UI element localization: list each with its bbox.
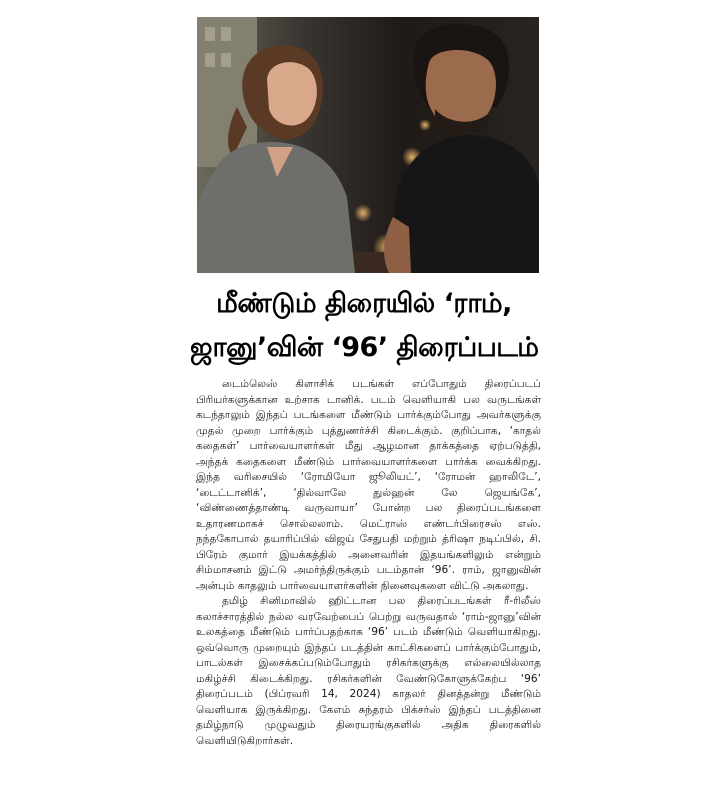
article-paragraph-1: டைம்லெஸ் கிளாசிக் படங்கள் எப்போதும் திரைப்படப் பிரியர்களுக்கான உற்சாக டானிக். படம் வெளியாகி பல வருடங்கள் கடந்தாலும் இந்தப் படங்களை மீண்டும் பார்க்கும்போது அவர்களுக்கு முதல் முறை பார்க்கும் புத்துணர்ச்சி கிடைக்கும். குறிப்பாக, ‘காதல் கதைகள்’ பார்வையாளர்கள் மீது ஆழமான தாக்கத்தை ஏற்படுத்தி, அந்தக் கதைகளை மீண்டும் பார்வையாளர்களை பார்க்க வைக்கிறது. இந்த வரிசையில் ‘ரோமியோ ஜூலியட்’, ‘ரோமன் ஹாலிடே’, ‘டைட்டானிக்’, ‘தில்வாலே துல்ஹன் லே ஜெயங்கே’, ‘விண்ணைத்தாண்டி வருவாயா’ போன்ற பல திரைப்படங்களை உதாரணமாகச் சொல்லலாம். மெட்ராஸ் எண்டர்பிரைசஸ் எஸ். நந்தகோபால் தயாரிப்பில் விஜய் சேதுபதி மற்றும் த்ரிஷா நடிப்பில், சி. பிரேம் குமார் இயக்கத்தில் அனைவரின் இதயங்களிலும் என்றும் சிம்மாசனம் இட்டு அமர்ந்திருக்கும் படம்தான் ‘96’. ராம், ஜானுவின் அன்பும் காதலும் பார்வையாளர்களின் நினைவுகளை விட்டு அகலாது.	[196, 378, 541, 592]
headline-line-1: மீண்டும் திரையில் ‘ராம்,	[216, 288, 512, 319]
headline-line-2: ஜானு’வின் ‘96’ திரைப்படம்	[190, 332, 539, 363]
movie-still-photo	[197, 17, 539, 273]
article-body	[196, 377, 541, 749]
article-paragraph-2: தமிழ் சினிமாவில் ஹிட்டான பல திரைப்படங்கள் ரீ-ரிலீஸ் கலாச்சாரத்தில் நல்ல வரவேற்பைப் பெற்று வருவதால் ‘ராம்-ஜானு’வின் உலகத்தை மீண்டும் பார்ப்பதற்காக ‘96’ படம் மீண்டும் வெளியாகிறது. ஒவ்வொரு முறையும் இந்தப் படத்தின் காட்சிகளைப் பார்க்கும்போதும், பாடல்கள் இசைக்கப்படும்போதும் ரசிகர்களுக்கு எல்லையில்லாத மகிழ்ச்சி கிடைக்கிறது. ரசிகர்களின் வேண்டுகோளுக்கேற்ப ‘96’ திரைப்படம் (பிப்ரவரி 14, 2024) காதலர் தினத்தன்று மீண்டும் வெளியாக இருக்கிறது. கேஎம் சுந்தரம் பிக்சர்ஸ் இந்தப் படத்தினை தமிழ்நாடு முழுவதும் திரையரங்குகளில் அதிக திரைகளில் வெளியிடுகிறார்கள்.	[196, 595, 541, 747]
headline	[190, 282, 538, 370]
